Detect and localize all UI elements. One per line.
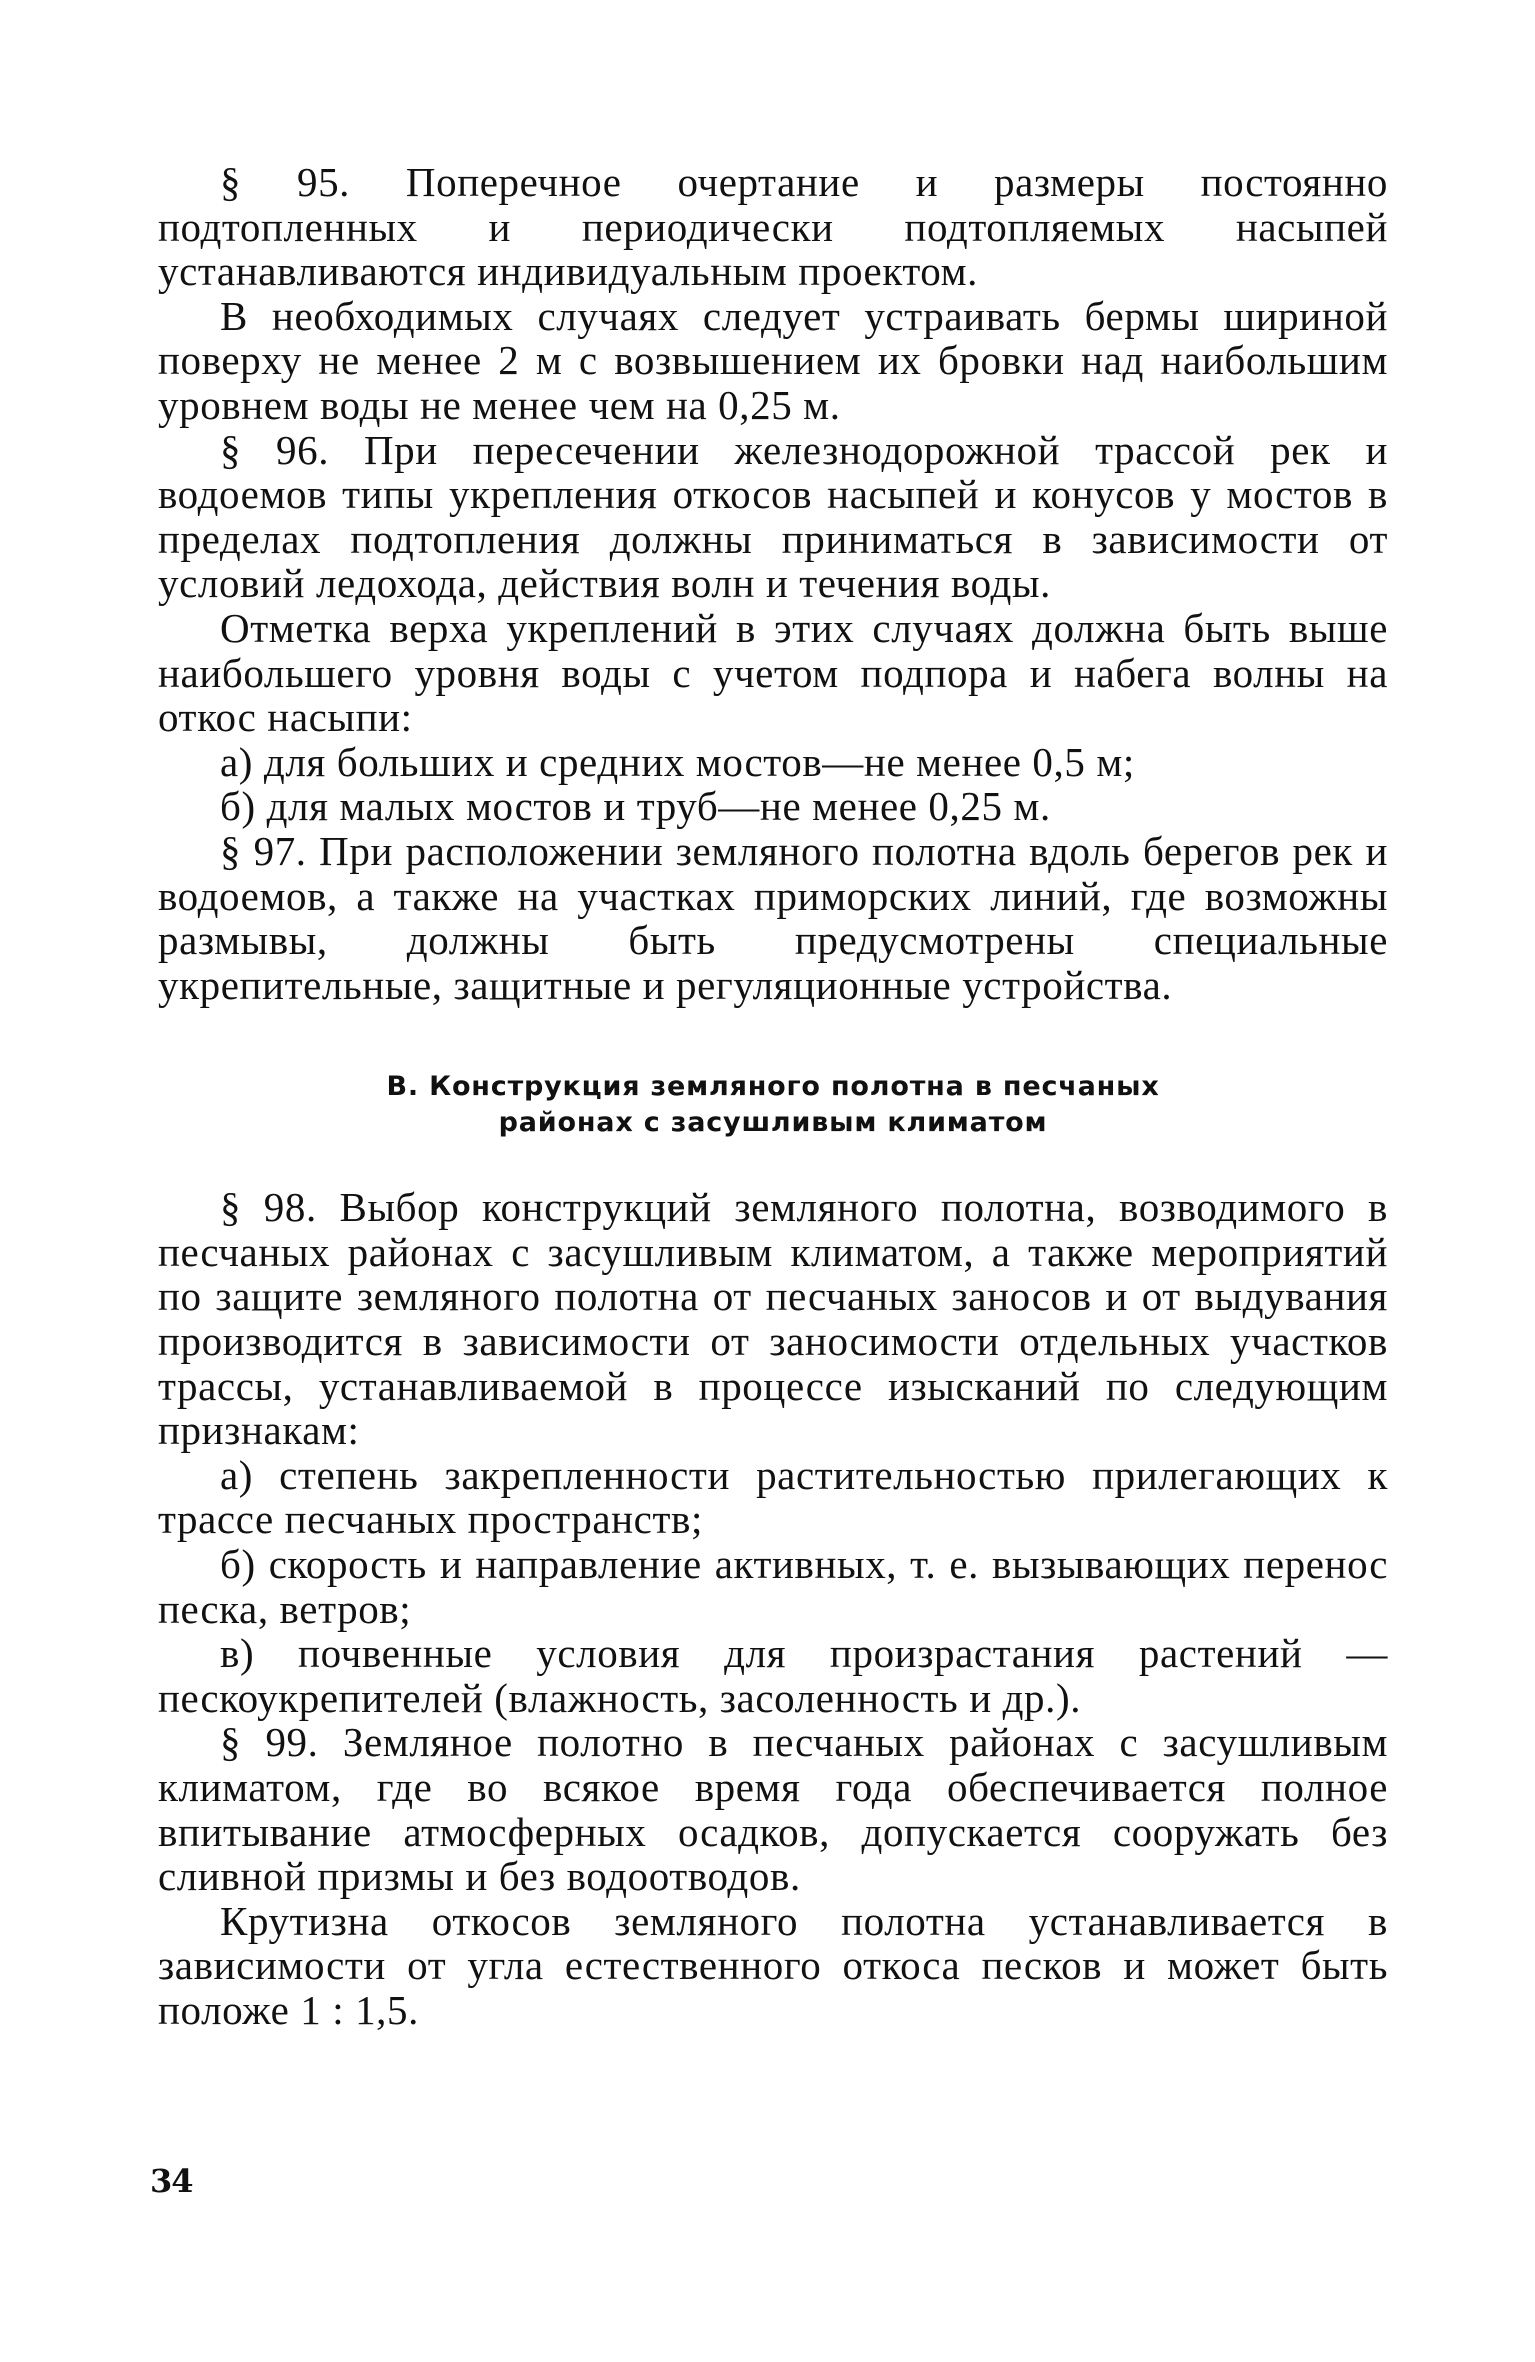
paragraph-berms: В необходимых случаях следует устраивать бермы шириной поверху не менее 2 м с возвышением их бровки над наибольшим уровнем воды не менее чем на 0,25 м.	[158, 292, 1388, 428]
page-body	[158, 160, 1388, 2033]
section-heading-line-2: районах с засушливым климатом	[498, 1107, 1048, 1139]
list-item-vegetation: а) степень закрепленности растительностью прилегающих к трассе песчаных пространств;	[158, 1451, 1388, 1543]
paragraph-99: § 99. Земляное полотно в песчаных районах с засушливым климатом, где во всякое время года обеспечивается полное впитывание атмосферных осадков, допускается сооружать без сливной призмы и без водоотводов.	[158, 1719, 1388, 1900]
paragraph-96: § 96. При пересечении железнодорожной трассой рек и водоемов типы укрепления откосов насыпей и конусов у мостов в пределах подтопления должны приниматься в зависимости от условий ледохода, действия волн и течения воды.	[158, 426, 1388, 607]
paragraph-97: § 97. При расположении земляного полотна вдоль берегов рек и водоемов, а также на участках приморских линий, где возможны размывы, должны быть предусмотрены специальные укрепительные, защитные и регуляционные устройства.	[158, 827, 1388, 1008]
list-item-small-bridges: б) для малых мостов и труб—не менее 0,25 м.	[220, 783, 1051, 830]
list-item-large-bridges: а) для больших и средних мостов—не менее 0,5 м;	[220, 738, 1135, 785]
section-heading-line-1: В. Конструкция земляного полотна в песчаных	[386, 1071, 1160, 1103]
section-heading	[158, 1069, 1388, 1141]
list-item-soil: в) почвенные условия для произрастания растений — пескоукрепителей (влажность, засоленность и др.).	[158, 1630, 1388, 1721]
paragraph-reinforcement-level: Отметка верха укреплений в этих случаях должна быть выше наибольшего уровня воды с учетом подпора и набега волны на откос насыпи:	[158, 604, 1388, 741]
paragraph-slope: Крутизна откосов земляного полотна устанавливается в зависимости от угла естественного откоса песков и может быть положе 1 : 1,5.	[158, 1897, 1388, 2033]
list-item-winds: б) скорость и направление активных, т. е. вызывающих перенос песка, ветров;	[158, 1541, 1388, 1632]
paragraph-98: § 98. Выбор конструкций земляного полотна, возводимого в песчаных районах с засушливым климатом, а также мероприятий по защите земляного полотна от песчаных заносов и от выдувания производится в зависимости от заносимости отдельных участков трассы, устанавливаемой в процессе изысканий по следующим признакам:	[158, 1184, 1388, 1454]
page-number: 34	[150, 2162, 193, 2200]
paragraph-95: § 95. Поперечное очертание и размеры постоянно подтопленных и периодически подтопляемых насыпей устанавливаются индивидуальным проектом.	[158, 159, 1388, 295]
